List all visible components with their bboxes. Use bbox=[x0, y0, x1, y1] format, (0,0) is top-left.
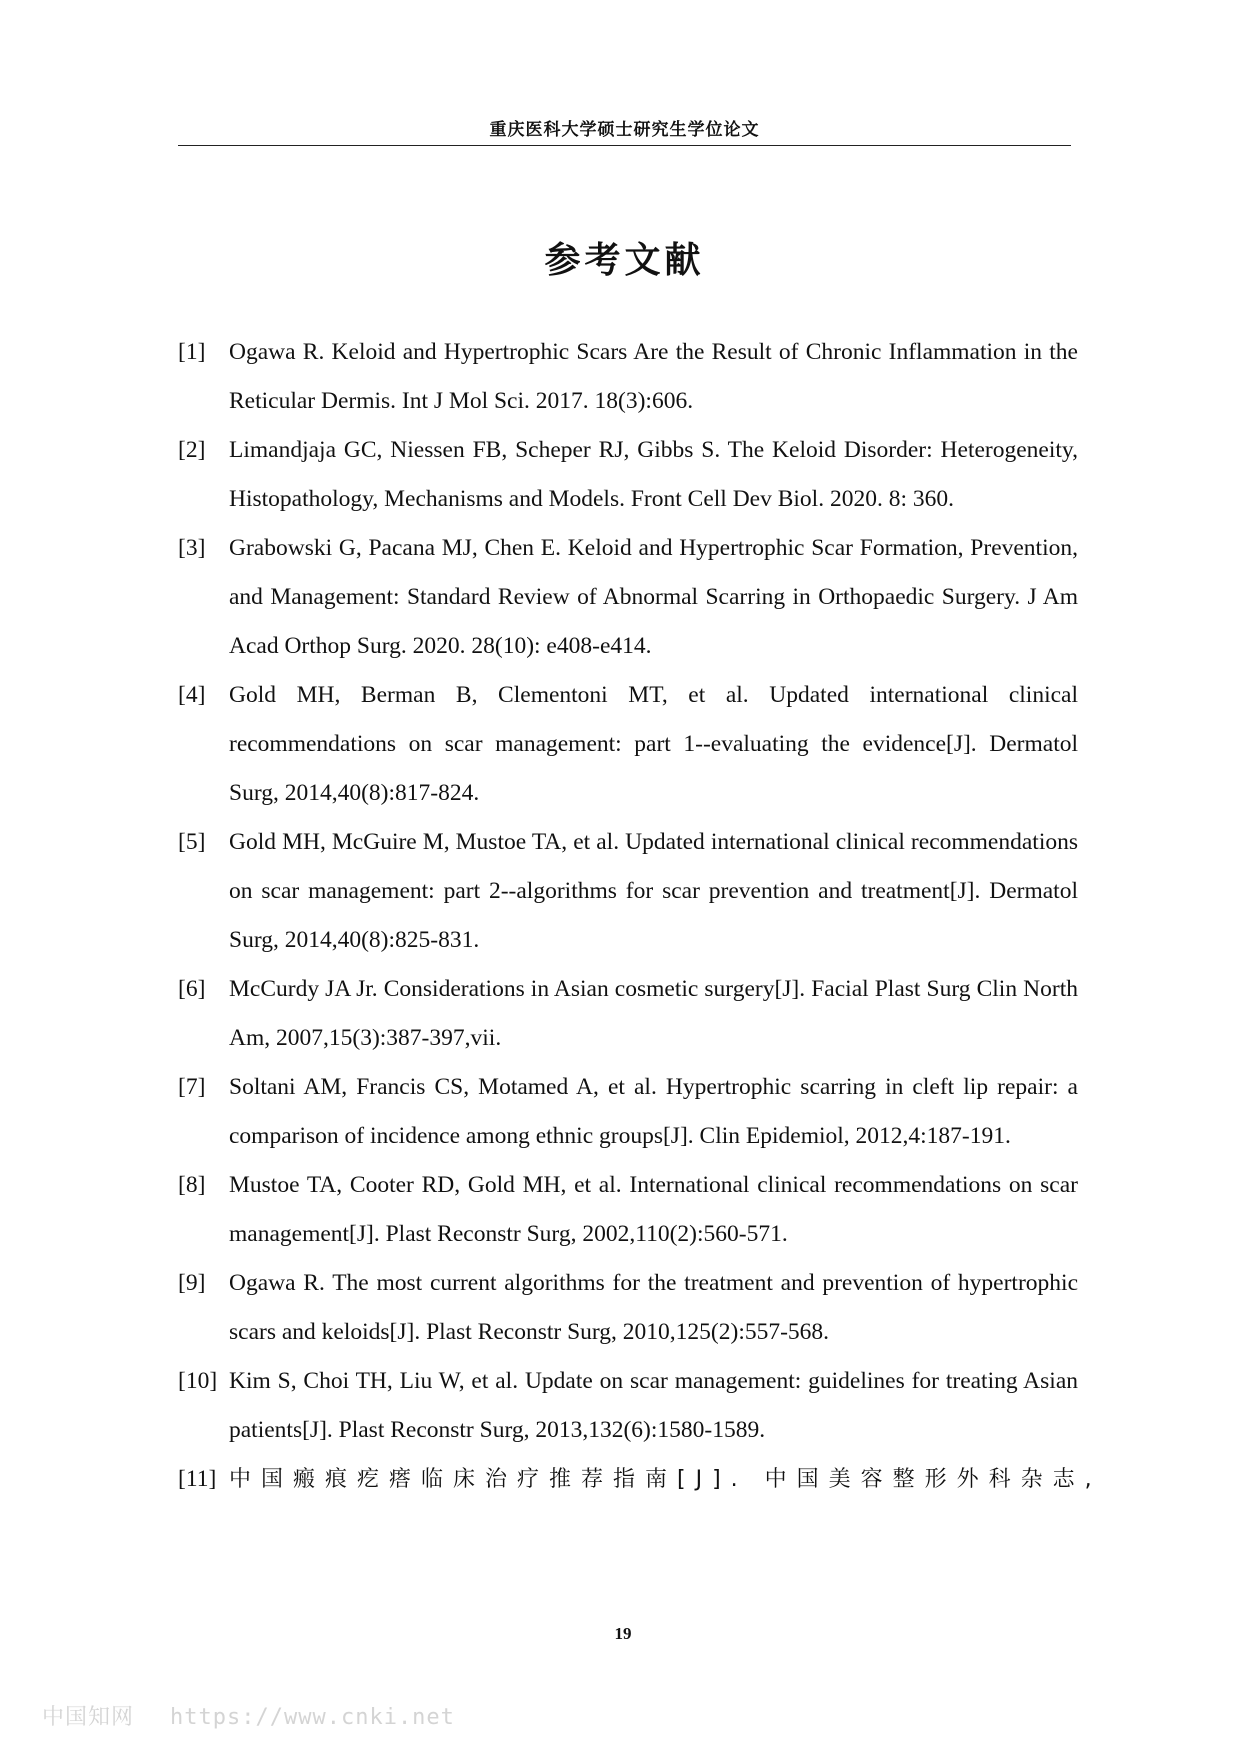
page-number: 19 bbox=[614, 1624, 632, 1643]
reference-text: Ogawa R. Keloid and Hypertrophic Scars Are the Result of Chronic Inflammation in the Reticular Dermis. Int J Mol Sci. 2017. 18(3):606. bbox=[229, 339, 1078, 414]
reference-text: 中国瘢痕疙瘩临床治疗推荐指南[J]. 中国美容整形外科杂志, bbox=[229, 1467, 1102, 1492]
reference-number: [5] bbox=[178, 829, 206, 855]
reference-item bbox=[178, 524, 1078, 671]
reference-number: [3] bbox=[178, 535, 206, 561]
reference-item bbox=[178, 1259, 1078, 1357]
reference-number: [1] bbox=[178, 339, 206, 365]
reference-number: [7] bbox=[178, 1074, 206, 1100]
page-title: 参考文献 bbox=[544, 240, 705, 281]
watermark-name: 中国知网 bbox=[42, 1705, 135, 1730]
reference-item bbox=[178, 426, 1078, 524]
reference-item bbox=[178, 1161, 1078, 1259]
watermark bbox=[42, 1700, 455, 1731]
watermark-url: https://www.cnki.net bbox=[170, 1705, 455, 1730]
running-header: 重庆医科大学硕士研究生学位论文 bbox=[489, 120, 760, 140]
reference-number: [11] bbox=[178, 1466, 217, 1492]
reference-list bbox=[178, 328, 1102, 1504]
reference-item bbox=[178, 671, 1078, 818]
reference-text: Soltani AM, Francis CS, Motamed A, et al. Hypertrophic scarring in cleft lip repair: a comparison of incidence among ethnic groups[J]. Clin Epidemiol, 2012,4:187-191. bbox=[229, 1074, 1078, 1149]
reference-text: Grabowski G, Pacana MJ, Chen E. Keloid and Hypertrophic Scar Formation, Prevention, and Management: Standard Review of Abnormal Scarring in Orthopaedic Surgery. J Am Acad Orthop Surg. 2020. 28(10): e408-e414. bbox=[229, 535, 1078, 659]
reference-text: Limandjaja GC, Niessen FB, Scheper RJ, Gibbs S. The Keloid Disorder: Heterogeneity, Histopathology, Mechanisms and Models. Front Cell Dev Biol. 2020. 8: 360. bbox=[229, 437, 1078, 512]
reference-number: [9] bbox=[178, 1270, 206, 1296]
reference-item bbox=[178, 965, 1078, 1063]
reference-text: McCurdy JA Jr. Considerations in Asian cosmetic surgery[J]. Facial Plast Surg Clin North Am, 2007,15(3):387-397,vii. bbox=[229, 976, 1078, 1051]
reference-number: [4] bbox=[178, 682, 206, 708]
reference-text: Gold MH, Berman B, Clementoni MT, et al. Updated international clinical recommendations on scar management: part 1--evaluating the evidence[J]. Dermatol Surg, 2014,40(8):817-824. bbox=[229, 682, 1078, 806]
reference-number: [6] bbox=[178, 976, 206, 1002]
reference-text: Kim S, Choi TH, Liu W, et al. Update on scar management: guidelines for treating Asian patients[J]. Plast Reconstr Surg, 2013,132(6):1580-1589. bbox=[229, 1368, 1078, 1443]
reference-item bbox=[178, 1063, 1078, 1161]
reference-item bbox=[178, 1357, 1078, 1455]
reference-number: [8] bbox=[178, 1172, 206, 1198]
header-rule bbox=[178, 145, 1071, 146]
reference-text: Gold MH, McGuire M, Mustoe TA, et al. Updated international clinical recommendations on scar management: part 2--algorithms for scar prevention and treatment[J]. Dermatol Surg, 2014,40(8):825-831. bbox=[229, 829, 1078, 953]
reference-item bbox=[178, 1455, 1102, 1504]
reference-item bbox=[178, 818, 1078, 965]
reference-number: [10] bbox=[178, 1368, 218, 1394]
reference-number: [2] bbox=[178, 437, 206, 463]
reference-text: Ogawa R. The most current algorithms for the treatment and prevention of hypertrophic scars and keloids[J]. Plast Reconstr Surg, 2010,125(2):557-568. bbox=[229, 1270, 1078, 1345]
reference-item bbox=[178, 328, 1078, 426]
reference-text: Mustoe TA, Cooter RD, Gold MH, et al. International clinical recommendations on scar management[J]. Plast Reconstr Surg, 2002,110(2):560-571. bbox=[229, 1172, 1078, 1247]
